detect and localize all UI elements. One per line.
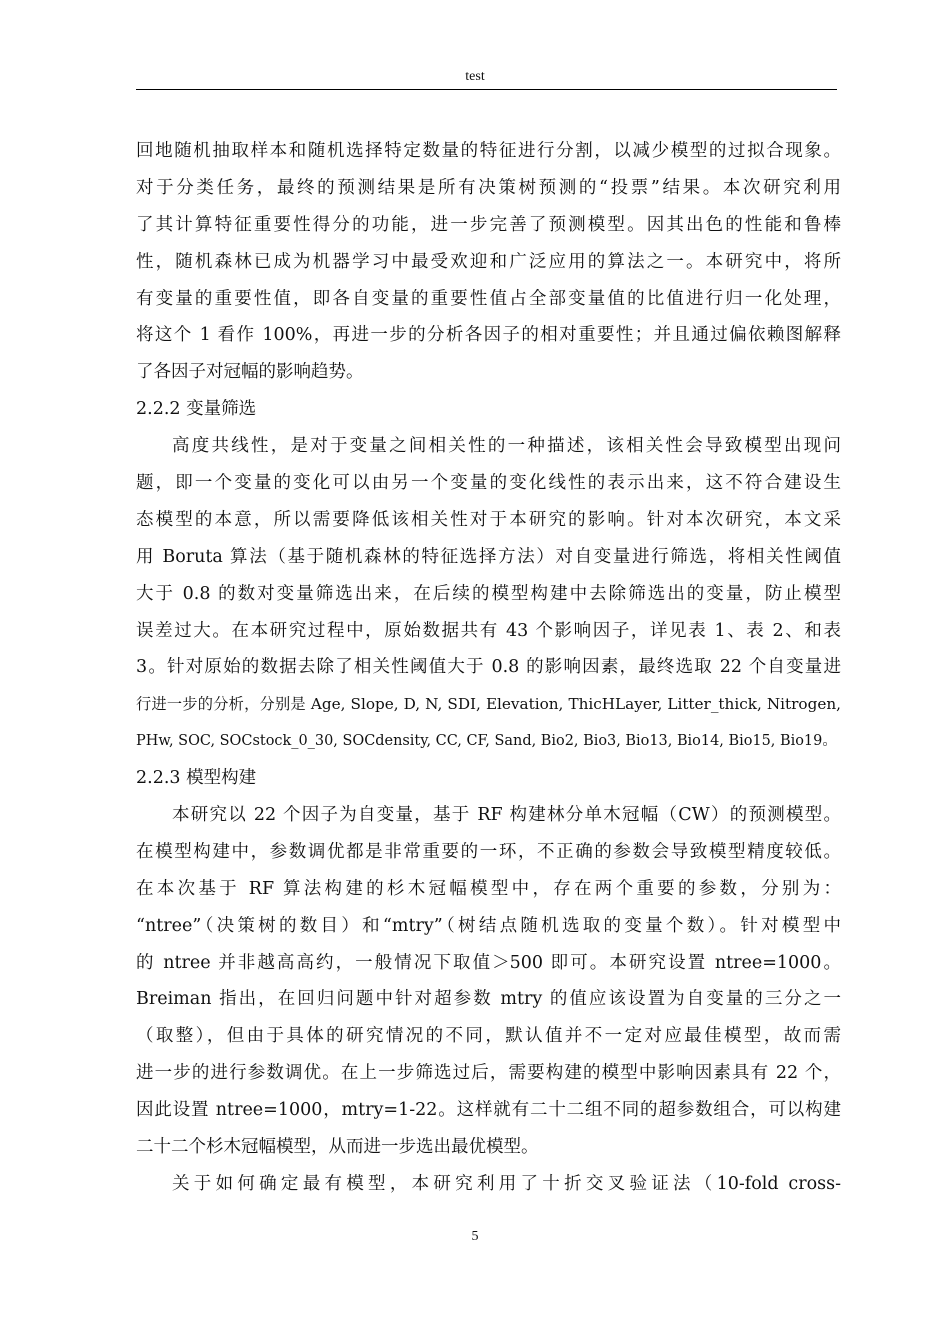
paragraph-line: 了其计算特征重要性得分的功能，进一步完善了预测模型。因其出色的性能和鲁棒 (136, 214, 841, 235)
paragraph-line: 将这个 1 看作 100%，再进一步的分析各因子的相对重要性；并且通过偏依赖图解释 (136, 325, 841, 346)
paragraph-line: 对于分类任务，最终的预测结果是所有决策树预测的“投票”结果。本次研究利用 (136, 177, 841, 198)
paragraph-line: 态模型的本意，所以需要降低该相关性对于本研究的影响。针对本次研究，本文采 (136, 509, 841, 530)
paragraph-line: 在本次基于 RF 算法构建的杉木冠幅模型中，存在两个重要的参数，分别为： (136, 878, 841, 899)
paragraph-line: 回地随机抽取样本和随机选择特定数量的特征进行分割，以减少模型的过拟合现象。 (136, 141, 841, 161)
paragraph-line: 大于 0.8 的数对变量筛选出来，在后续的模型构建中去除筛选出的变量，防止模型 (136, 583, 841, 604)
paragraph-line: 行进一步的分析，分别是 Age, Slope, D, N, SDI, Elevation, ThicHLayer, Litter_thick, Nitrogen, (136, 695, 841, 714)
paragraph-line: “ntree”（决策树的数目）和“mtry”（树结点随机选取的变量个数）。针对模型中 (136, 915, 841, 936)
paragraph-line: 因此设置 ntree=1000，mtry=1-22。这样就有二十二组不同的超参数组合，可以构建 (136, 1100, 841, 1121)
section-heading-2-2-2: 2.2.2 变量筛选 (136, 399, 257, 420)
paragraph-line: 用 Boruta 算法（基于随机森林的特征选择方法）对自变量进行筛选，将相关性阈值 (136, 546, 841, 567)
paragraph-line: 在模型构建中，参数调优都是非常重要的一环，不正确的参数会导致模型精度较低。 (136, 841, 841, 862)
page-header: test (465, 69, 485, 84)
section-heading-2-2-3: 2.2.3 模型构建 (136, 768, 257, 789)
paragraph-line: 本研究以 22 个因子为自变量，基于 RF 构建林分单木冠幅（CW）的预测模型。 (172, 805, 841, 826)
paragraph-line: 题，即一个变量的变化可以由另一个变量的变化线性的表示出来，这不符合建设生 (136, 473, 841, 494)
paragraph-line: Breiman 指出，在回归问题中针对超参数 mtry 的值应该设置为自变量的三分之一 (136, 989, 841, 1010)
paragraph-line: 有变量的重要性值，即各自变量的重要性值占全部变量值的比值进行归一化处理， (136, 288, 841, 309)
paragraph-line: （取整），但由于具体的研究情况的不同，默认值并不一定对应最佳模型，故而需 (136, 1026, 841, 1047)
paragraph-line: 高度共线性，是对于变量之间相关性的一种描述，该相关性会导致模型出现问 (172, 436, 841, 457)
page-number: 5 (471, 1229, 479, 1244)
paragraph-line: 二十二个杉木冠幅模型，从而进一步选出最优模型。 (136, 1137, 539, 1158)
paragraph-line: 性，随机森林已成为机器学习中最受欢迎和广泛应用的算法之一。本研究中，将所 (136, 251, 841, 272)
paragraph-line: 误差过大。在本研究过程中，原始数据共有 43 个影响因子，详见表 1、表 2、和表 (136, 620, 841, 641)
paragraph-line: 进一步的进行参数调优。在上一步筛选过后，需要构建的模型中影响因素具有 22 个， (136, 1063, 841, 1084)
paragraph-line: 了各因子对冠幅的影响趋势。 (136, 362, 364, 383)
paragraph-line: PHw, SOC, SOCstock_0_30, SOCdensity, CC, CF, Sand, Bio2, Bio3, Bio13, Bio14, Bio15, Bio19。 (136, 733, 837, 750)
paragraph-line: 关于如何确定最有模型，本研究利用了十折交叉验证法（10-fold cross- (172, 1173, 841, 1194)
body-text (136, 133, 841, 1203)
header-rule (136, 89, 837, 90)
paragraph-line: 3。针对原始的数据去除了相关性阈值大于 0.8 的影响因素，最终选取 22 个自变量进 (136, 657, 841, 678)
paragraph-line: 的 ntree 并非越高高约，一般情况下取值＞500 即可。本研究设置 ntree=1000。 (136, 952, 841, 973)
